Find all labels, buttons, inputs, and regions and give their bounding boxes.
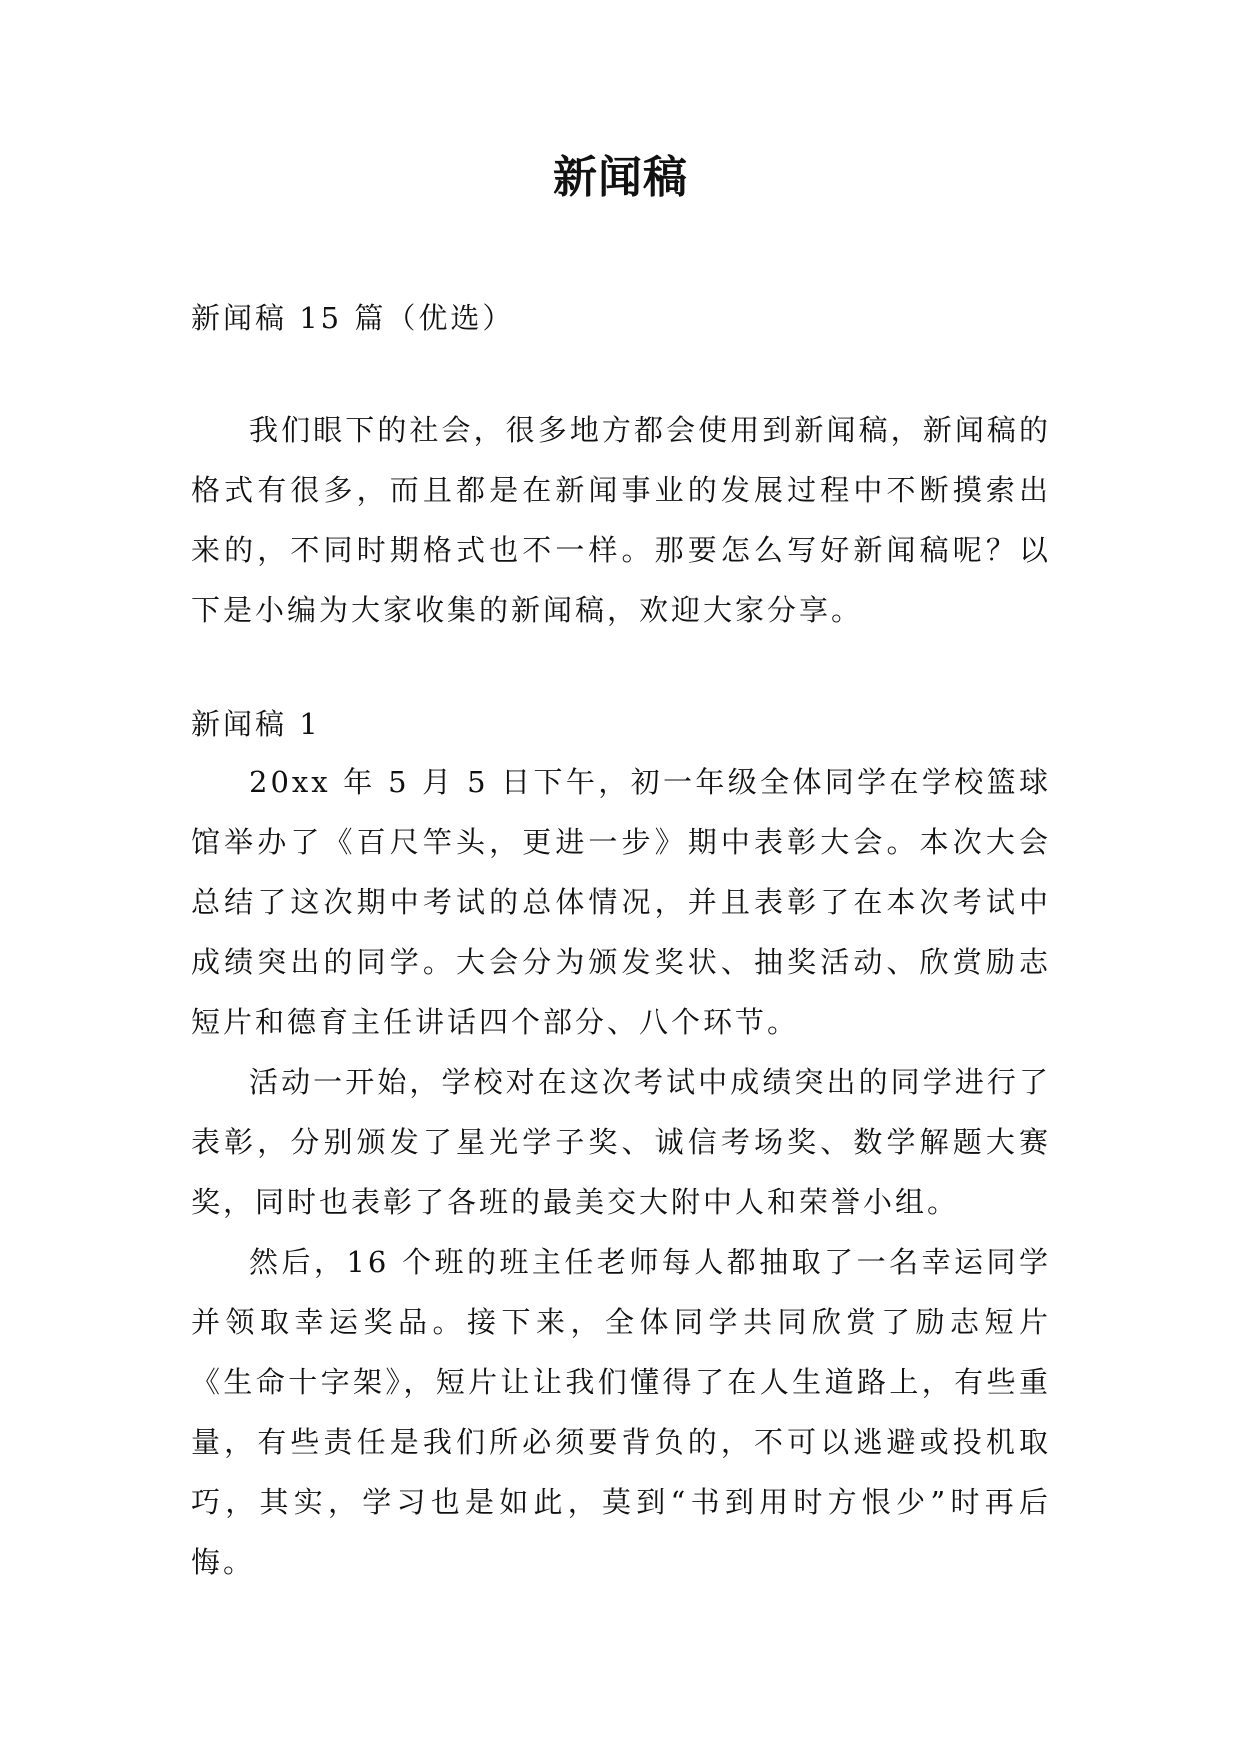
intro-paragraph: 我们眼下的社会，很多地方都会使用到新闻稿，新闻稿的格式有很多，而且都是在新闻事业的发展过程中不断摸索出来的，不同时期格式也不一样。那要怎么写好新闻稿呢？以下是小编为大家收集的新闻稿，欢迎大家分享。 [191, 413, 1051, 627]
article-body [191, 752, 1051, 1592]
body-paragraph-2: 活动一开始，学校对在这次考试中成绩突出的同学进行了表彰，分别颁发了星光学子奖、诚信考场奖、数学解题大赛奖，同时也表彰了各班的最美交大附中人和荣誉小组。 [191, 1065, 1051, 1219]
document-title: 新闻稿 [553, 152, 688, 203]
intro-section [191, 400, 1051, 640]
body-paragraph-3: 然后，16 个班的班主任老师每人都抽取了一名幸运同学并领取幸运奖品。接下来，全体同学共同欣赏了励志短片《生命十字架》，短片让让我们懂得了在人生道路上，有些重量，有些责任是我们所必须要背负的，不可以逃避或投机取巧，其实，学习也是如此，莫到“书到用时方恨少”时再后悔。 [191, 1245, 1051, 1579]
section-heading: 新闻稿 1 [191, 707, 321, 741]
document-subtitle: 新闻稿 15 篇（优选） [191, 301, 515, 335]
body-paragraph-1: 20xx 年 5 月 5 日下午，初一年级全体同学在学校篮球馆举办了《百尺竿头，更进一步》期中表彰大会。本次大会总结了这次期中考试的总体情况，并且表彰了在本次考试中成绩突出的同学。大会分为颁发奖状、抽奖活动、欣赏励志短片和德育主任讲话四个部分、八个环节。 [191, 765, 1051, 1039]
